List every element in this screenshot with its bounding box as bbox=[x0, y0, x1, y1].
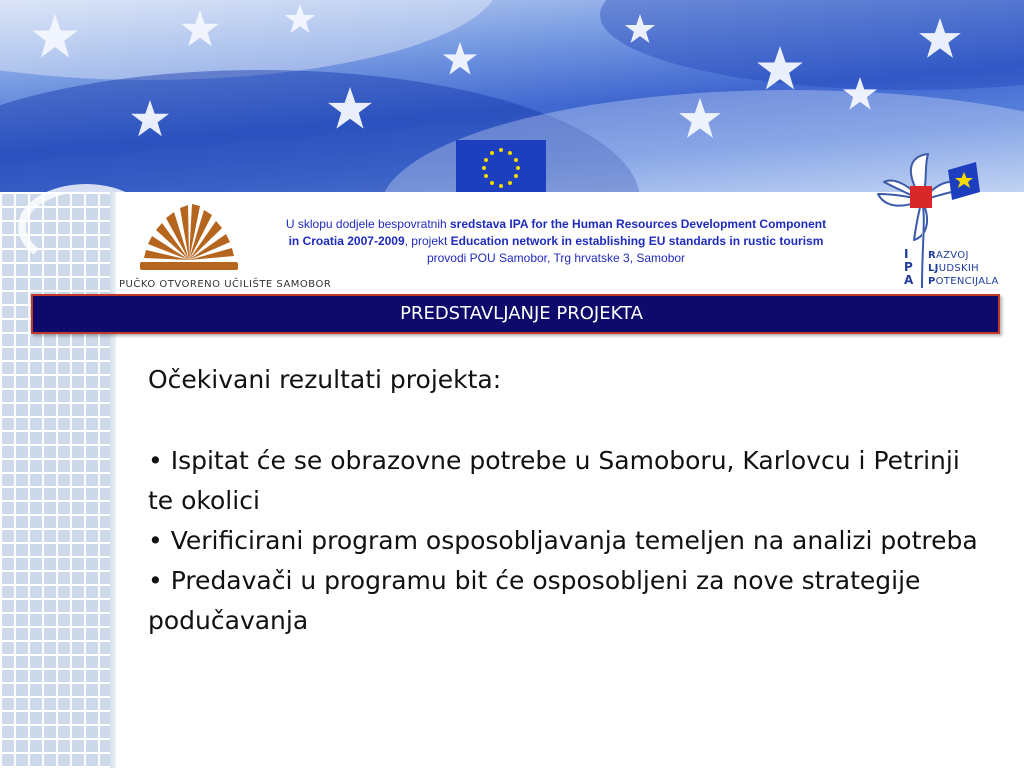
slide-title-bar bbox=[31, 294, 1000, 334]
ipa-words bbox=[928, 249, 999, 288]
funding-line1-bold: sredstava IPA for the Human Resources Development Component bbox=[450, 217, 827, 231]
ipa-letter-a: A bbox=[904, 273, 914, 287]
ipa-word-3: POTENCIJALA bbox=[928, 276, 999, 287]
slide-body bbox=[148, 360, 988, 641]
body-heading: Očekivani rezultati projekta: bbox=[148, 365, 502, 394]
ipa-letter-i: I bbox=[904, 247, 909, 261]
bullet-item: • Verificirani program osposobljavanja temeljen na analizi potreba bbox=[148, 526, 978, 555]
funding-statement bbox=[258, 216, 854, 267]
org-name: PUČKO OTVORENO UČILIŠTE SAMOBOR bbox=[119, 279, 332, 290]
funding-line2-bold-b: Education network in establishing EU standards in rustic tourism bbox=[450, 234, 824, 248]
pinwheel-eu-flag bbox=[948, 162, 980, 200]
funding-line1-prefix: U sklopu dodjele bespovratnih bbox=[285, 217, 450, 231]
ipa-letter-p: P bbox=[904, 260, 913, 274]
funding-line2-bold-a: in Croatia 2007-2009 bbox=[288, 234, 405, 248]
ipa-letters bbox=[904, 248, 913, 287]
bullet-item: • Predavači u programu bit će osposobljeni za nove strategije podučavanja bbox=[148, 566, 921, 635]
funding-line2-middle: , projekt bbox=[404, 234, 451, 248]
bullet-item: • Ispitat će se obrazovne potrebe u Samoboru, Karlovcu i Petrinji te okolici bbox=[148, 446, 960, 515]
slide-title: PREDSTAVLJANJE PROJEKTA bbox=[400, 303, 643, 324]
ipa-word-2: LJUDSKIH bbox=[928, 263, 979, 274]
decorative-grid bbox=[0, 192, 116, 768]
eu-flag-icon bbox=[456, 140, 546, 192]
ipa-word-1: RAZVOJ bbox=[928, 250, 969, 261]
sunburst-logo bbox=[130, 196, 248, 276]
funding-line3: provodi POU Samobor, Trg hrvatske 3, Samobor bbox=[426, 251, 686, 265]
